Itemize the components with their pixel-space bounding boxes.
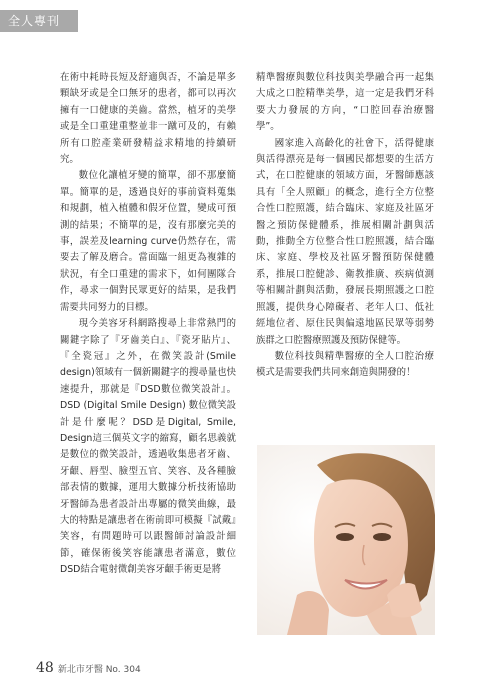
paragraph: 現今美容牙科網路搜尋上非常熱門的關鍵字除了『牙齒美白』、『瓷牙貼片』、『全瓷冠』之外，在微笑設計(Smile design)領域有一個新關鍵字的搜尋量也快速提升，那就是『DSD數位微笑設計』。DSD (Digital Smile Design) 數位微笑設計是什麼呢？DSD是Digital, Smile, Design這三個英文字的縮寫，顧名思義就是數位的微笑設計，透過收集患者牙齒、牙齦、唇型、臉型五官、笑容、及各種臉部表情的數據，運用大數據分析技術協助牙醫師為患者設計出專屬的微笑曲線，最大的特點是讓患者在術前即可模擬『試戴』笑容，有問題時可以跟醫師討論設計細節，確保術後笑容能讓患者滿意，數位DSD結合電射微創美容牙齦手術更是將 [60, 318, 236, 576]
article-left-column [60, 70, 236, 579]
section-tab [0, 10, 78, 32]
paragraph: 精準醫療與數位科技與美學融合再一起集大成之口腔精準美學，這一定是我們牙科要大力發展的方向，“口腔回春治療醫學”。 [256, 72, 434, 133]
smiling-woman-photo [257, 445, 435, 635]
paragraph: 數位科技與精準醫療的全人口腔治療模式是需要我們共同來創造與開發的！ [256, 350, 434, 379]
paragraph: 數位化讓植牙變的簡單，卻不那麼簡單。簡單的是，透過良好的事前資料蒐集和規劃，植入植體和假牙位置，變成可預測的結果；不簡單的是，沒有那麼完美的事，誤差及learning curve仍然存在，需要去了解及磨合。當面臨一組更為複雜的狀況，有全口重建的需求下，如何團隊合作，尋求一個對民眾更好的結果，是我們需要共同努力的目標。 [60, 170, 236, 313]
page-number: 48 [36, 660, 54, 676]
paragraph: 國家進入高齡化的社會下，活得健康與活得漂亮是每一個國民都想要的生活方式，在口腔健康的領域方面，牙醫師應該具有「全人照顧」的概念，進行全方位整合性口腔照護，結合臨床、家庭及社區牙醫之預防保健體系，推展相關計劃與活動，推動全方位整合性口腔照護，結合臨床、家庭、學校及社區牙醫預防保健體系，推展口腔健診、衛教推廣、疾病偵測等相關計劃與活動，發展長期照護之口腔照護，提供身心障礙者、老年人口、低社經地位者、原住民與偏遠地區民眾等弱勢族群之口腔醫療照護及預防保健等。 [256, 137, 434, 346]
section-tab-label: 全人專刊 [8, 14, 61, 28]
article-right-column [256, 70, 434, 382]
paragraph: 在術中耗時長短及舒適與否，不論是單多顆缺牙或是全口無牙的患者，都可以再次擁有一口健康的美齒。當然，植牙的美學或是全口重建重整並非一蹴可及的，有賴所有口腔產業研發精益求精地的持續研究。 [60, 72, 236, 166]
magazine-name: 新北市牙醫 No. 304 [57, 665, 141, 675]
page-footer [36, 660, 141, 680]
